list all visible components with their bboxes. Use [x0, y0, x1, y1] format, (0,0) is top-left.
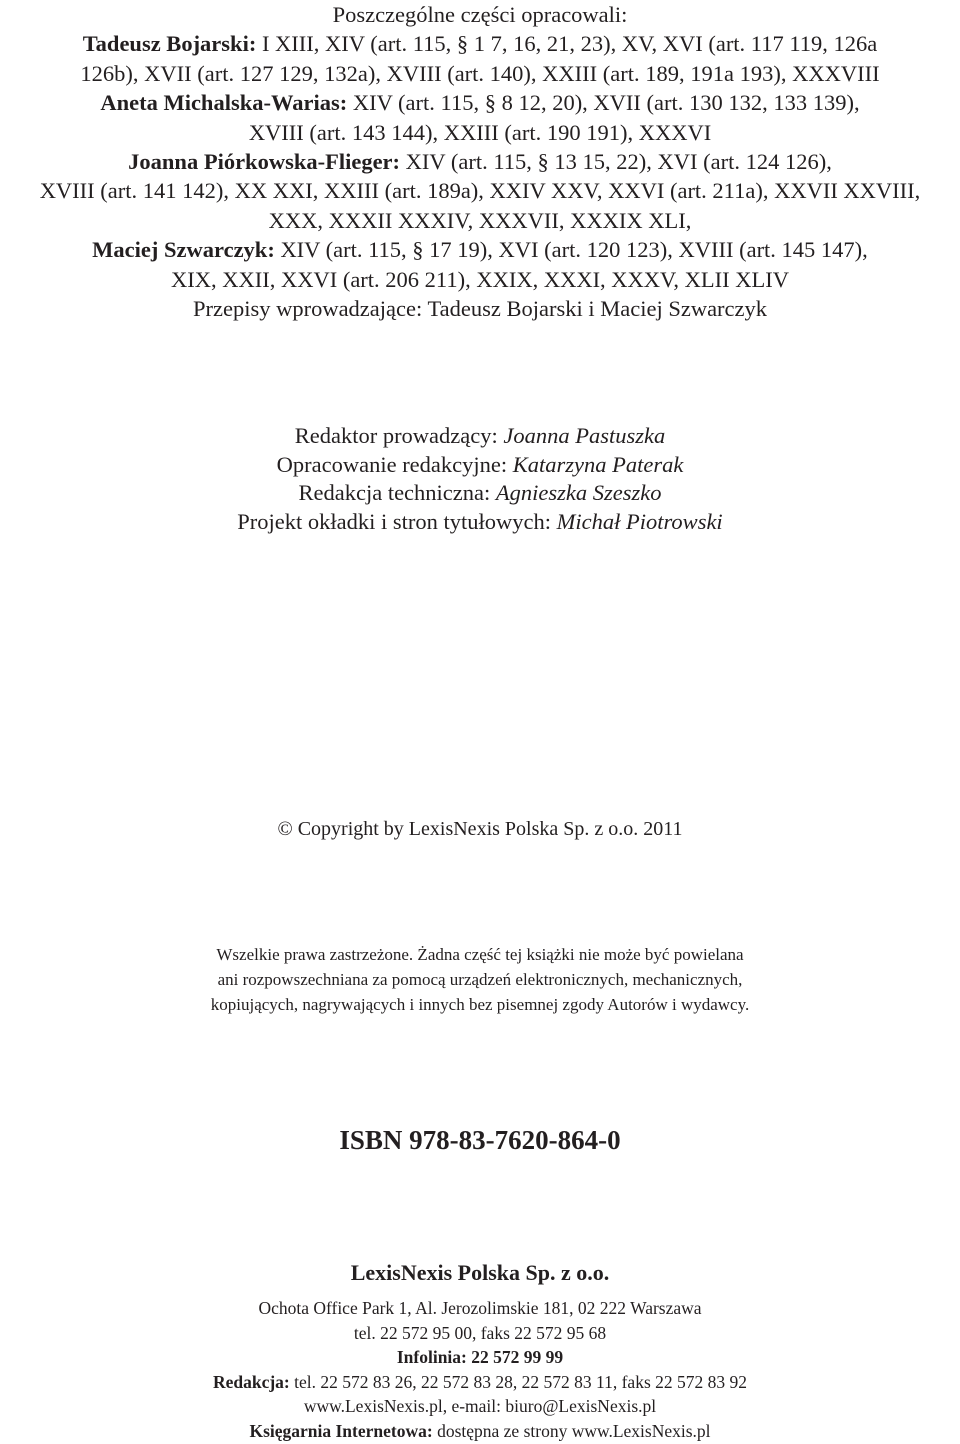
- author-bojarski-name: Tadeusz Bojarski:: [82, 31, 257, 57]
- credit-cover-design: Projekt okładki i stron tytułowych: Michał Piotrowski: [237, 508, 723, 534]
- publisher-address: Ochota Office Park 1, Al. Jerozolimskie 181, 02 222 Warszawa: [258, 1298, 702, 1318]
- publisher-web-email: www.LexisNexis.pl, e-mail: biuro@LexisNexis.pl: [303, 1396, 657, 1417]
- author-szwarczyk-line-1: Maciej Szwarczyk: XIV (art. 115, § 17 19), XVI (art. 120 123), XVIII (art. 145 147),: [92, 237, 868, 263]
- rights-reserved-notice: [0, 942, 960, 1017]
- rights-line-3: kopiujących, nagrywających i innych bez pisemnej zgody Autorów i wydawcy.: [210, 995, 750, 1014]
- author-bojarski-line-1: Tadeusz Bojarski: I XIII, XIV (art. 115, § 1 7, 16, 21, 23), XV, XVI (art. 117 119, 126a: [82, 31, 878, 57]
- isbn-number: ISBN 978-83-7620-864-0: [339, 1125, 621, 1155]
- publisher-name: [0, 1256, 960, 1290]
- publisher-name-line: LexisNexis Polska Sp. z o.o.: [350, 1260, 610, 1285]
- publisher-infolinia: Infolinia: 22 572 99 99: [396, 1347, 564, 1368]
- credit-lead-editor: Redaktor prowadzący: Joanna Pastuszka: [294, 423, 666, 448]
- author-piorkowska-line-1: Joanna Piórkowska-Flieger: XIV (art. 115, § 13 15, 22), XVI (art. 124 126),: [128, 149, 832, 175]
- author-bojarski-line-2: 126b), XVII (art. 127 129, 132a), XVIII (art. 140), XXIII (art. 189, 191a 193), XXXVIII: [80, 60, 880, 86]
- publisher-online-store: Księgarnia Internetowa: dostępna ze strony www.LexisNexis.pl: [249, 1420, 711, 1441]
- authors-heading: Poszczególne części opracowali:: [332, 2, 628, 27]
- publisher-phone: tel. 22 572 95 00, faks 22 572 95 68: [353, 1322, 607, 1343]
- intro-provisions-line: Przepisy wprowadzające: Tadeusz Bojarski i Maciej Szwarczyk: [192, 296, 768, 322]
- copyright-notice: [0, 814, 960, 844]
- author-piorkowska-line-3: XXX, XXXII XXXIV, XXXVII, XXXIX XLI,: [268, 207, 692, 233]
- author-michalska-line-2: XVIII (art. 143 144), XXIII (art. 190 191), XXXVI: [248, 119, 712, 145]
- author-piorkowska-name: Joanna Piórkowska-Flieger:: [128, 149, 401, 175]
- author-michalska-line-1: Aneta Michalska-Warias: XIV (art. 115, § 8 12, 20), XVII (art. 130 132, 133 139),: [100, 90, 860, 116]
- publisher-contact: [0, 1296, 960, 1444]
- rights-line-1: Wszelkie prawa zastrzeżone. Żadna część tej książki nie może być powielana: [216, 945, 744, 964]
- author-szwarczyk-line-2: XIX, XXII, XXVI (art. 206 211), XXIX, XXXI, XXXV, XLII XLIV: [170, 266, 789, 292]
- credit-editing: Opracowanie redakcyjne: Katarzyna Paterak: [276, 451, 684, 477]
- author-szwarczyk-name: Maciej Szwarczyk:: [92, 237, 275, 263]
- publisher-redakcja: Redakcja: tel. 22 572 83 26, 22 572 83 28, 22 572 83 11, faks 22 572 83 92: [212, 1371, 748, 1392]
- isbn: [0, 1121, 960, 1159]
- copyright-line: © Copyright by LexisNexis Polska Sp. z o.o. 2011: [277, 818, 683, 840]
- author-michalska-name: Aneta Michalska-Warias:: [100, 90, 348, 116]
- editorial-credits: [0, 422, 960, 536]
- authors-section: [0, 0, 960, 323]
- author-piorkowska-line-2: XVIII (art. 141 142), XX XXI, XXIII (art. 189a), XXIV XXV, XXVI (art. 211a), XXVII XXVIII,: [39, 178, 921, 204]
- rights-line-2: ani rozpowszechniana za pomocą urządzeń elektronicznych, mechanicznych,: [217, 970, 743, 989]
- credit-technical-editing: Redakcja techniczna: Agnieszka Szeszko: [298, 480, 662, 505]
